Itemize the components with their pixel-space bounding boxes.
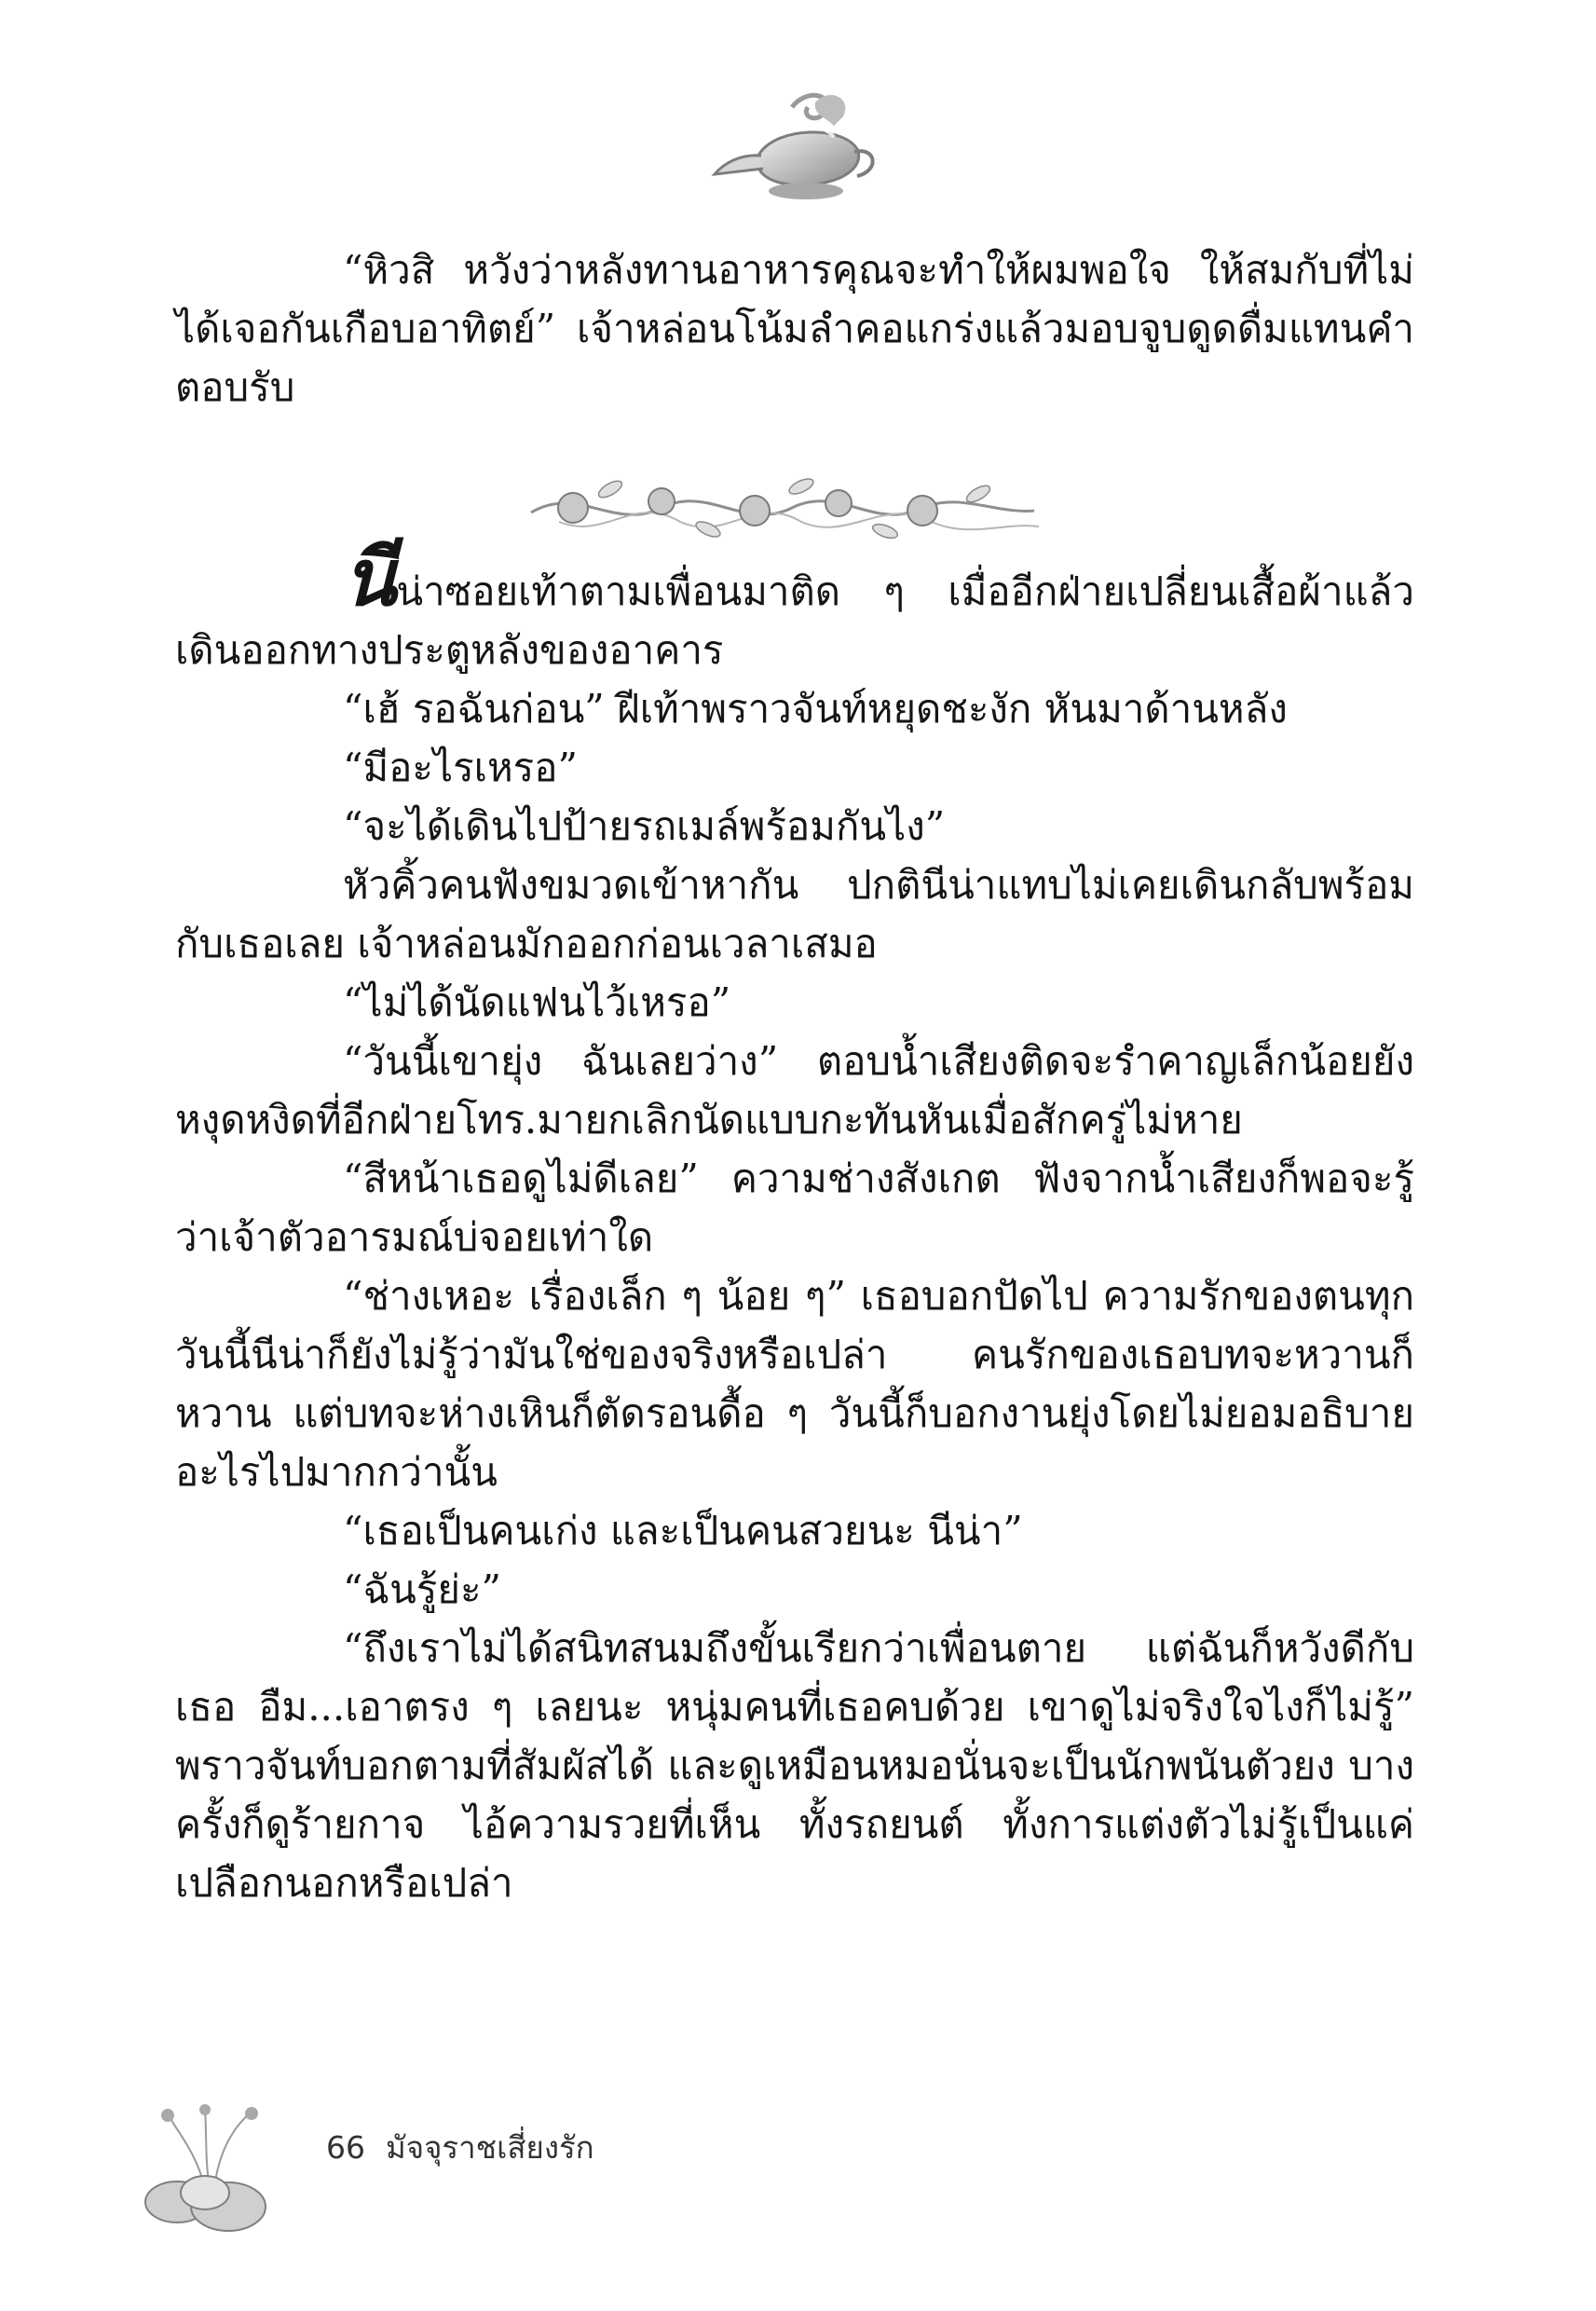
book-title: มัจจุราชเสี่ยงรัก	[386, 2129, 594, 2166]
paragraph: “สีหน้าเธอดูไม่ดีเลย” ความช่างสังเกต ฟังจากน้ำเสียงก็พอจะรู้ว่าเจ้าตัวอารมณ์บ่จอยเท่าใด	[175, 1156, 1414, 1260]
paragraph: หัวคิ้วคนฟังขมวดเข้าหากัน ปกตินีน่าแทบไม่เคยเดินกลับพร้อมกับเธอเลย เจ้าหล่อนมักออกก่อนเวลาเสมอ	[175, 862, 1414, 966]
paragraph: “เฮ้ รอฉันก่อน” ฝีเท้าพราวจันท์หยุดชะงัก หันมาด้านหลัง	[343, 686, 1288, 732]
flower-bouquet-icon	[140, 2104, 289, 2244]
floral-vine-divider-icon	[522, 457, 1044, 550]
paragraph: “ช่างเหอะ เรื่องเล็ก ๆ น้อย ๆ” เธอบอกปัดไป ความรักของตนทุกวันนี้นีน่าก็ยังไม่รู้ว่ามันใช่ของจริงหรือเปล่า คนรักของเธอบทจะหวานก็หวาน แต่บทจะห่างเหินก็ตัดรอนดื้อ ๆ วันนี้ก็บอกงานยุ่งโดยไม่ยอมอธิบายอะไรไปมากกว่านั้น	[175, 1273, 1414, 1495]
page-footer	[326, 2123, 615, 2172]
page-number: 66	[326, 2129, 365, 2166]
drop-cap: นี	[343, 531, 397, 623]
paragraph-text: น่าซอยเท้าตามเพื่อนมาติด ๆ เมื่ออีกฝ่ายเปลี่ยนเสื้อผ้าแล้วเดินออกทางประตูหลังของอาคาร	[175, 568, 1414, 673]
paragraph: “ถึงเราไม่ได้สนิทสนมถึงขั้นเรียกว่าเพื่อนตาย แต่ฉันก็หวังดีกับเธอ อืม...เอาตรง ๆ เลยนะ หนุ่มคนที่เธอคบด้วย เขาดูไม่จริงใจไงก็ไม่รู้” พราวจันท์บอกตามที่สัมผัสได้ และดูเหมือนหมอนั่นจะเป็นนักพนันตัวยง บางครั้งก็ดูร้ายกาจ ไอ้ความรวยที่เห็น ทั้งรถยนต์ ทั้งการแต่งตัวไม่รู้เป็นแค่เปลือกนอกหรือเปล่า	[175, 1625, 1414, 1906]
paragraph: “จะได้เดินไปป้ายรถเมล์พร้อมกันไง”	[343, 803, 946, 849]
paragraph-with-drop-cap	[175, 531, 1414, 679]
paragraph: “วันนี้เขายุ่ง ฉันเลยว่าง” ตอบน้ำเสียงติดจะรำคาญเล็กน้อยยังหงุดหงิดที่อีกฝ่ายโทร.มายกเลิกนัดแบบกะทันหันเมื่อสักครู่ไม่หาย	[175, 1038, 1414, 1142]
teapot-ornament-icon	[703, 89, 890, 219]
paragraph: “ฉันรู้ย่ะ”	[343, 1566, 501, 1612]
paragraph: “เธอเป็นคนเก่ง และเป็นคนสวยนะ นีน่า”	[343, 1508, 1023, 1553]
section-1	[175, 240, 1414, 417]
paragraph: “หิวสิ หวังว่าหลังทานอาหารคุณจะทำให้ผมพอใจ ให้สมกับที่ไม่ได้เจอกันเกือบอาทิตย์” เจ้าหล่อนโน้มลำคอแกร่งแล้วมอบจูบดูดดื่มแทนคำตอบรับ	[175, 247, 1414, 410]
paragraph: “มีอะไรเหรอ”	[343, 745, 578, 790]
paragraph: “ไม่ได้นัดแฟนไว้เหรอ”	[343, 979, 731, 1025]
section-2	[175, 531, 1414, 1912]
